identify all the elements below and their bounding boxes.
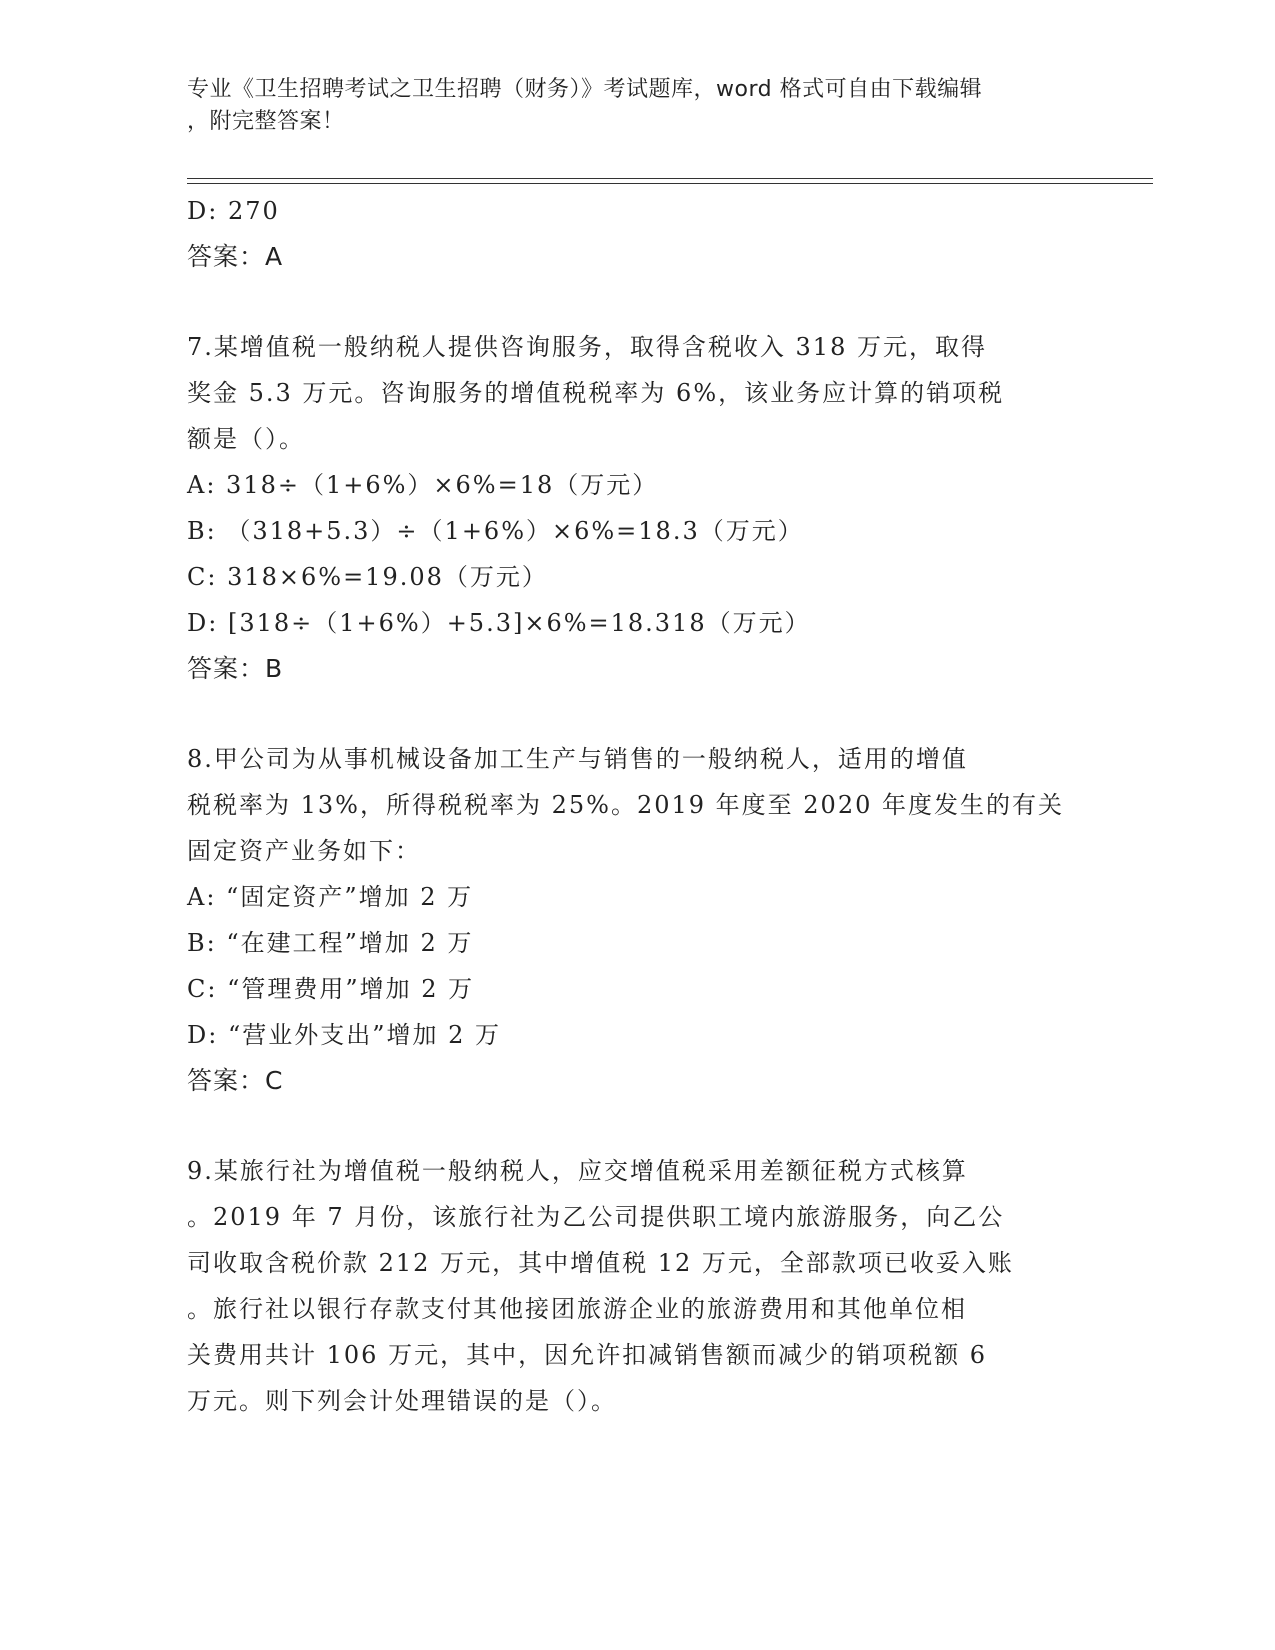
document-header bbox=[187, 74, 1077, 138]
question-text-line: B: （318+5.3）÷（1+6%）×6%=18.3（万元） bbox=[187, 517, 804, 545]
question-text-line: A: “固定资产”增加 2 万 bbox=[187, 883, 474, 911]
question-text-line: 固定资产业务如下： bbox=[187, 837, 421, 865]
question-text-line: A: 318÷（1+6%）×6%=18（万元） bbox=[187, 471, 659, 499]
block-spacer bbox=[187, 1104, 1077, 1148]
block-spacer bbox=[187, 692, 1077, 736]
question-text-line: D: 270 bbox=[187, 197, 280, 225]
question-text-line: 司收取含税价款 212 万元，其中增值税 12 万元，全部款项已收妥入账 bbox=[187, 1249, 1014, 1277]
question-block bbox=[187, 188, 1077, 280]
question-text-line: C: 318×6%=19.08（万元） bbox=[187, 563, 548, 591]
question-text-line: 万元。则下列会计处理错误的是（）。 bbox=[187, 1387, 617, 1415]
header-divider-top bbox=[187, 178, 1153, 179]
question-text-line: 8.甲公司为从事机械设备加工生产与销售的一般纳税人，适用的增值 bbox=[187, 745, 968, 773]
answer-line: 答案：C bbox=[187, 1066, 284, 1095]
question-text-line: 奖金 5.3 万元。咨询服务的增值税税率为 6%，该业务应计算的销项税 bbox=[187, 379, 1005, 407]
question-text-line: 额是（）。 bbox=[187, 425, 305, 453]
header-line-1: 专业《卫生招聘考试之卫生招聘（财务）》考试题库，word 格式可自由下载编辑 bbox=[187, 77, 983, 102]
header-line-2: ，附完整答案！ bbox=[187, 109, 345, 134]
answer-line: 答案：B bbox=[187, 654, 284, 683]
question-text-line: 7.某增值税一般纳税人提供咨询服务，取得含税收入 318 万元，取得 bbox=[187, 333, 987, 361]
question-text-line: D: [318÷（1+6%）+5.3]×6%=18.318（万元） bbox=[187, 609, 811, 637]
question-block bbox=[187, 1148, 1077, 1424]
question-text-line: 关费用共计 106 万元，其中，因允许扣减销售额而减少的销项税额 6 bbox=[187, 1341, 987, 1369]
question-text-line: B: “在建工程”增加 2 万 bbox=[187, 929, 474, 957]
question-block bbox=[187, 324, 1077, 692]
question-block bbox=[187, 736, 1077, 1104]
block-spacer bbox=[187, 280, 1077, 324]
question-text-line: D: “营业外支出”增加 2 万 bbox=[187, 1021, 502, 1049]
answer-line: 答案：A bbox=[187, 242, 284, 271]
question-text-line: 9.某旅行社为增值税一般纳税人，应交增值税采用差额征税方式核算 bbox=[187, 1157, 968, 1185]
question-text-line: C: “管理费用”增加 2 万 bbox=[187, 975, 475, 1003]
question-text-line: 。旅行社以银行存款支付其他接团旅游企业的旅游费用和其他单位相 bbox=[187, 1295, 967, 1323]
document-body bbox=[187, 188, 1077, 1424]
question-text-line: 。2019 年 7 月份，该旅行社为乙公司提供职工境内旅游服务，向乙公 bbox=[187, 1203, 1005, 1231]
question-text-line: 税税率为 13%，所得税税率为 25%。2019 年度至 2020 年度发生的有关 bbox=[187, 791, 1064, 819]
header-divider-bottom bbox=[187, 183, 1153, 184]
